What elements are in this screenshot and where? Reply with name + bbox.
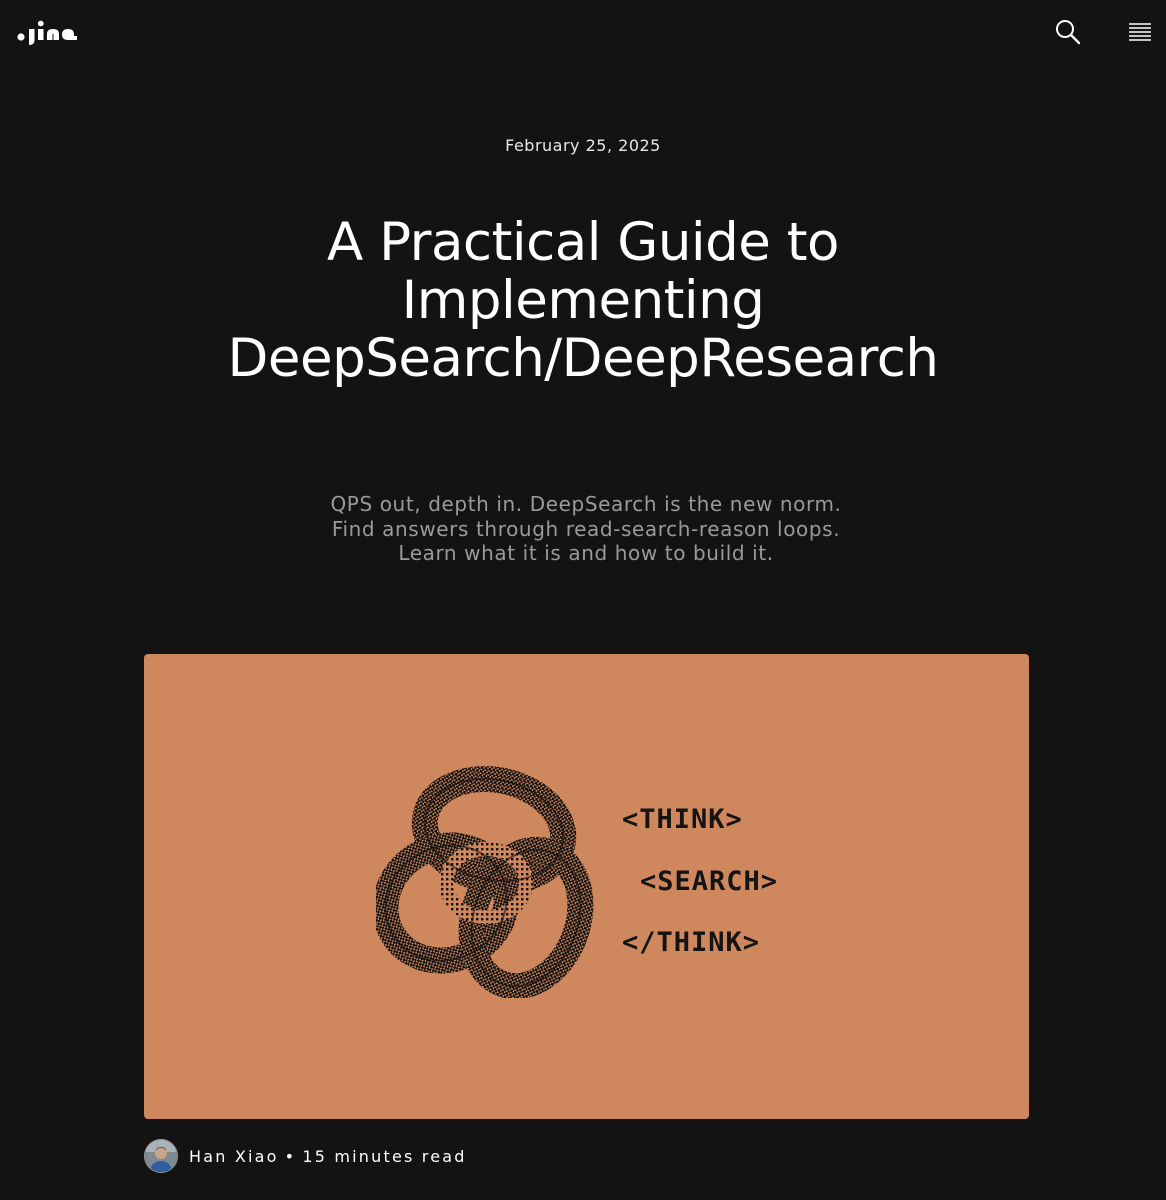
search-icon: [1052, 16, 1084, 48]
author-avatar-icon: [145, 1140, 177, 1172]
author-avatar[interactable]: [144, 1139, 178, 1173]
site-header: [0, 0, 1166, 64]
jina-logo-icon: [16, 16, 82, 48]
title-line-2: Implementing: [401, 270, 765, 331]
jina-logo[interactable]: [16, 16, 82, 48]
author-name[interactable]: Han Xiao: [189, 1146, 279, 1166]
read-time: 15 minutes read: [302, 1146, 467, 1166]
article-subtitle: QPS out, depth in. DeepSearch is the new norm. Find answers through read-search-reason loops. Learn what it is and how to build it.: [330, 492, 842, 565]
publish-date: February 25, 2025: [505, 136, 661, 155]
search-button[interactable]: [1052, 16, 1084, 48]
pixelated-trefoil-knot-icon: [376, 758, 596, 998]
article-byline: [144, 1139, 467, 1173]
think-open-tag: <THINK>: [622, 804, 743, 835]
title-line-3: DeepSearch/DeepResearch: [227, 328, 939, 389]
byline-separator: •: [284, 1146, 297, 1166]
hamburger-menu-icon: [1124, 16, 1156, 48]
article-title: [120, 214, 1046, 388]
menu-button[interactable]: [1124, 16, 1156, 48]
title-line-1: A Practical Guide to: [327, 212, 839, 273]
search-tag: <SEARCH>: [640, 866, 779, 897]
hero-image: [144, 654, 1029, 1119]
think-close-tag: </THINK>: [622, 927, 761, 958]
byline-text: [189, 1147, 467, 1166]
